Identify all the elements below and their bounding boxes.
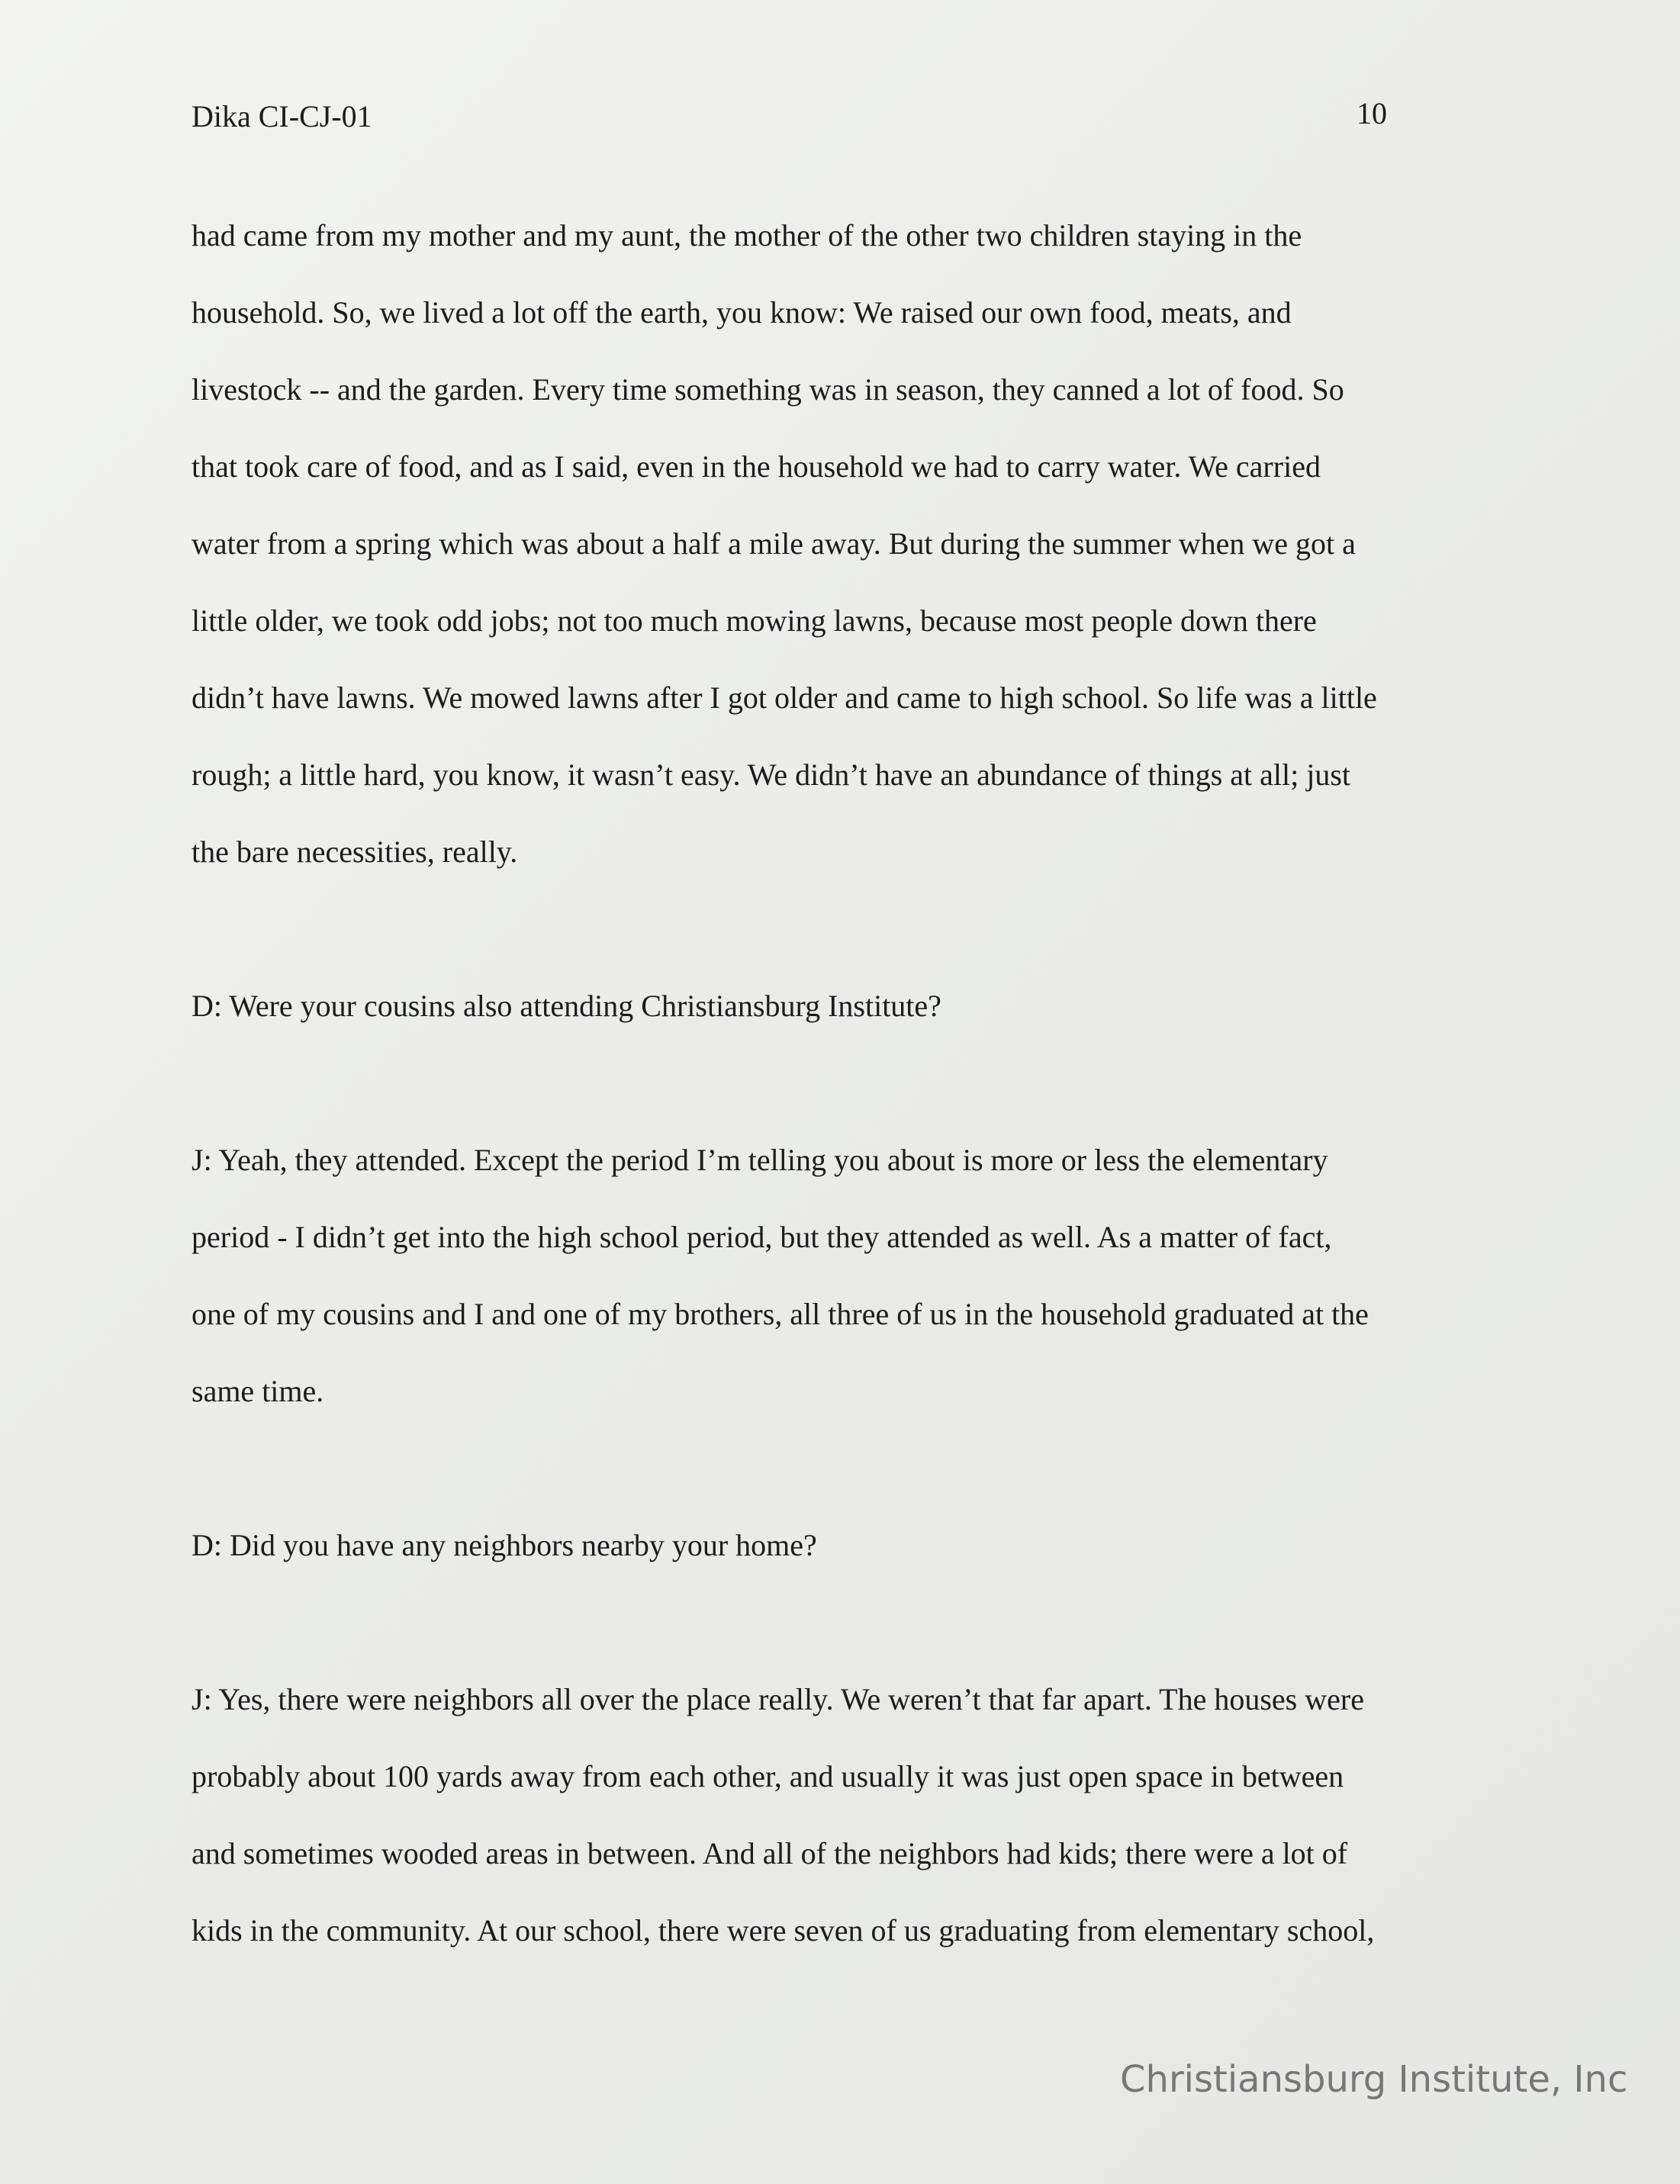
text-line: little older, we took odd jobs; not too much mowing lawns, because most people down there: [191, 603, 1317, 638]
paragraph-gap: [191, 1044, 1511, 1121]
text-line: didn’t have lawns. We mowed lawns after I got older and came to high school. So life was a little: [191, 680, 1377, 715]
text-line: that took care of food, and as I said, even in the household we had to carry water. We carried: [191, 449, 1321, 484]
text-line: J: Yeah, they attended. Except the period I’m telling you about is more or less the elementary: [191, 1143, 1328, 1177]
text-line: water from a spring which was about a half a mile away. But during the summer when we got a: [191, 526, 1356, 561]
question-paragraph: [191, 967, 1511, 1044]
text-line: the bare necessities, really.: [191, 835, 518, 869]
paragraph-gap: [191, 1430, 1511, 1507]
transcript-body: [191, 197, 1511, 1969]
text-line: kids in the community. At our school, there were seven of us graduating from elementary school,: [191, 1913, 1375, 1948]
paragraph-gap: [191, 890, 1511, 967]
text-line: D: Were your cousins also attending Christiansburg Institute?: [191, 989, 941, 1023]
text-line: livestock -- and the garden. Every time something was in season, they canned a lot of food. So: [191, 372, 1344, 407]
answer-paragraph: [191, 1121, 1511, 1430]
text-line: one of my cousins and I and one of my brothers, all three of us in the household graduated at the: [191, 1297, 1369, 1331]
answer-paragraph: [191, 1661, 1511, 1969]
text-line: rough; a little hard, you know, it wasn’t easy. We didn’t have an abundance of things at all; just: [191, 757, 1351, 792]
text-line: and sometimes wooded areas in between. And all of the neighbors had kids; there were a lot of: [191, 1836, 1348, 1870]
text-line: probably about 100 yards away from each other, and usually it was just open space in between: [191, 1759, 1344, 1793]
text-line: same time.: [191, 1374, 324, 1408]
text-line: J: Yes, there were neighbors all over the place really. We weren’t that far apart. The houses were: [191, 1682, 1364, 1716]
page-number: 10: [1357, 96, 1387, 130]
text-line: had came from my mother and my aunt, the mother of the other two children staying in the: [191, 218, 1302, 252]
text-line: period - I didn’t get into the high school period, but they attended as well. As a matter of fact,: [191, 1220, 1332, 1254]
text-line: household. So, we lived a lot off the earth, you know: We raised our own food, meats, and: [191, 295, 1292, 330]
paragraph-gap: [191, 1584, 1511, 1661]
question-paragraph: [191, 1507, 1511, 1584]
watermark: Christiansburg Institute, Inc: [1120, 2058, 1628, 2101]
document-id: Dika CI-CJ-01: [191, 99, 372, 133]
text-line: D: Did you have any neighbors nearby your home?: [191, 1528, 817, 1562]
paragraph: [191, 197, 1511, 890]
